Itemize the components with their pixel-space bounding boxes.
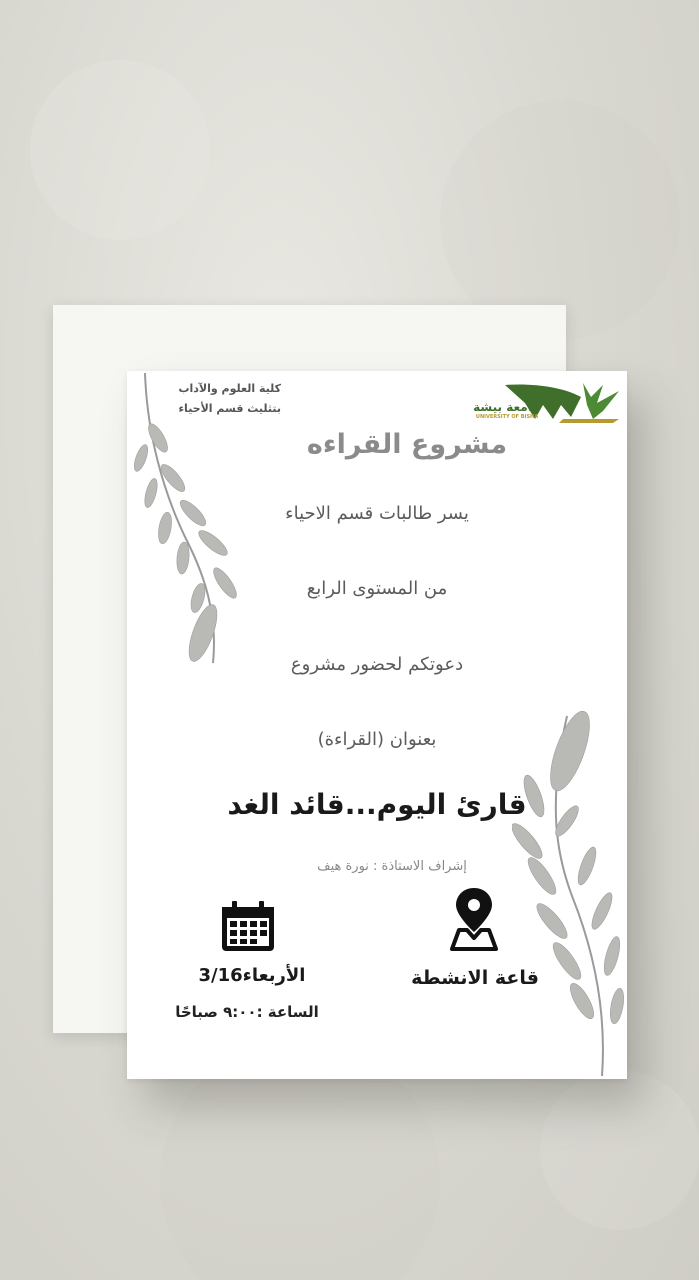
event-date: الأربعاء3/16 xyxy=(198,965,306,986)
college-line-2: بتثليث قسم الأحياء xyxy=(178,402,281,415)
invitation-line-3: دعوتكم لحضور مشروع xyxy=(290,654,464,675)
university-logo xyxy=(463,381,623,425)
invitation-line-1: يسر طالبات قسم الاحياء xyxy=(285,503,469,524)
logo-english-text: UNIVERSITY OF BISHA xyxy=(475,414,539,420)
college-line-1: كلية العلوم والآداب xyxy=(178,382,281,395)
invitation-card xyxy=(127,371,627,1079)
slogan-headline: قارئ اليوم...قائد الغد xyxy=(227,788,527,821)
college-name xyxy=(178,379,281,419)
invitation-line-2: من المستوى الرابع xyxy=(306,578,448,599)
location-pin-icon xyxy=(449,886,499,952)
invitation-line-4: بعنوان (القراءة) xyxy=(317,729,437,750)
project-title: مشروع القراءه xyxy=(306,429,508,460)
leaf-branch-bottom-right xyxy=(512,706,627,1076)
event-venue: قاعة الانشطة xyxy=(411,967,539,989)
calendar-icon xyxy=(220,901,276,953)
supervisor-credit: إشراف الاستاذة : نورة هيف xyxy=(317,859,467,874)
logo-arabic-text: جامعة بيشة xyxy=(473,400,541,414)
event-time: الساعة :٩:٠٠ صباحًا xyxy=(175,1003,319,1021)
